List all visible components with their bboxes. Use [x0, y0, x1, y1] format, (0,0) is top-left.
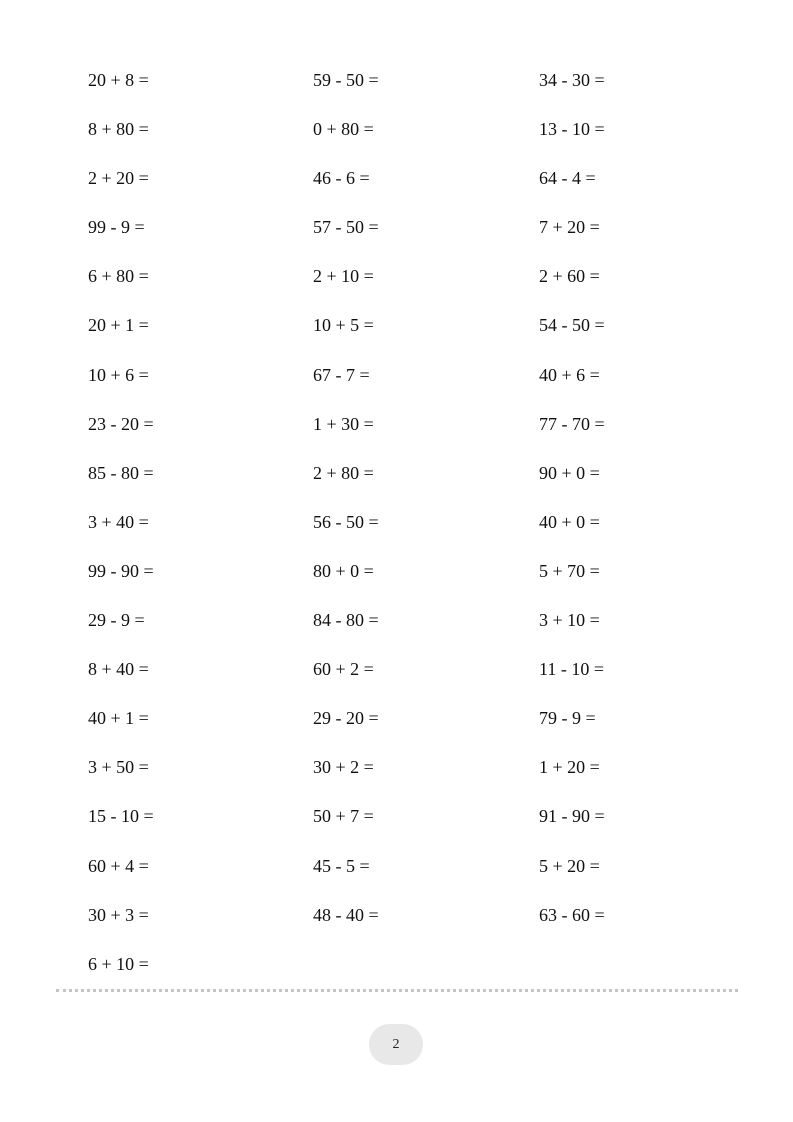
math-problem: 13 - 10 =: [539, 119, 605, 140]
math-problem: 40 + 6 =: [539, 364, 600, 385]
math-problem: 2 + 10 =: [313, 266, 374, 287]
math-problem: 0 + 80 =: [313, 119, 374, 140]
math-problem: 2 + 60 =: [539, 266, 600, 287]
math-problem: 3 + 10 =: [539, 610, 600, 631]
math-problem: 29 - 9 =: [88, 610, 145, 631]
math-problem: 7 + 20 =: [539, 217, 600, 238]
math-problem: 84 - 80 =: [313, 610, 379, 631]
math-problem: 50 + 7 =: [313, 806, 374, 827]
math-problem: 99 - 90 =: [88, 560, 154, 581]
math-problem: 10 + 6 =: [88, 364, 149, 385]
math-problem: 20 + 1 =: [88, 315, 149, 336]
math-problem: 6 + 10 =: [88, 953, 149, 974]
math-problem: 3 + 40 =: [88, 511, 149, 532]
math-problem: 20 + 8 =: [88, 70, 149, 90]
math-problem: 30 + 2 =: [313, 757, 374, 778]
math-problem: 5 + 70 =: [539, 560, 600, 581]
math-problem: 5 + 20 =: [539, 855, 600, 876]
math-problem: 57 - 50 =: [313, 217, 379, 238]
problem-column-2: [313, 66, 513, 950]
math-problem: 64 - 4 =: [539, 168, 596, 189]
math-problem: 30 + 3 =: [88, 904, 149, 925]
math-problem: 8 + 40 =: [88, 659, 149, 680]
math-problem: 8 + 80 =: [88, 119, 149, 140]
math-problem: 10 + 5 =: [313, 315, 374, 336]
math-problem: 29 - 20 =: [313, 708, 379, 729]
math-problem: 11 - 10 =: [539, 659, 604, 680]
math-problem: 90 + 0 =: [539, 462, 600, 483]
math-problem: 45 - 5 =: [313, 855, 370, 876]
math-problem: 48 - 40 =: [313, 904, 379, 925]
math-problem: 54 - 50 =: [539, 315, 605, 336]
math-problem: 40 + 0 =: [539, 511, 600, 532]
math-problem: 46 - 6 =: [313, 168, 370, 189]
page-number: 2: [392, 1037, 400, 1052]
problem-column-1: [88, 66, 288, 999]
math-problem: 23 - 20 =: [88, 413, 154, 434]
math-problem: 3 + 50 =: [88, 757, 149, 778]
math-problem: 60 + 2 =: [313, 659, 374, 680]
math-problem: 80 + 0 =: [313, 560, 374, 581]
math-problem: 2 + 20 =: [88, 168, 149, 189]
math-problem: 2 + 80 =: [313, 462, 374, 483]
math-problem: 63 - 60 =: [539, 904, 605, 925]
math-problem: 1 + 20 =: [539, 757, 600, 778]
math-problem: 60 + 4 =: [88, 855, 149, 876]
problem-column-3: [539, 66, 739, 950]
math-problem: 34 - 30 =: [539, 70, 605, 90]
math-problem: 1 + 30 =: [313, 413, 374, 434]
math-problem: 59 - 50 =: [313, 70, 379, 90]
math-problem: 6 + 80 =: [88, 266, 149, 287]
math-problem: 79 - 9 =: [539, 708, 596, 729]
math-problem: 85 - 80 =: [88, 462, 154, 483]
dotted-divider: [56, 989, 738, 992]
math-problem: 91 - 90 =: [539, 806, 605, 827]
math-problem: 77 - 70 =: [539, 413, 605, 434]
math-problem: 15 - 10 =: [88, 806, 154, 827]
math-problem: 40 + 1 =: [88, 708, 149, 729]
math-problem: 99 - 9 =: [88, 217, 145, 238]
math-problem: 56 - 50 =: [313, 511, 379, 532]
math-problem: 67 - 7 =: [313, 364, 370, 385]
page-number-badge: [369, 1024, 423, 1065]
